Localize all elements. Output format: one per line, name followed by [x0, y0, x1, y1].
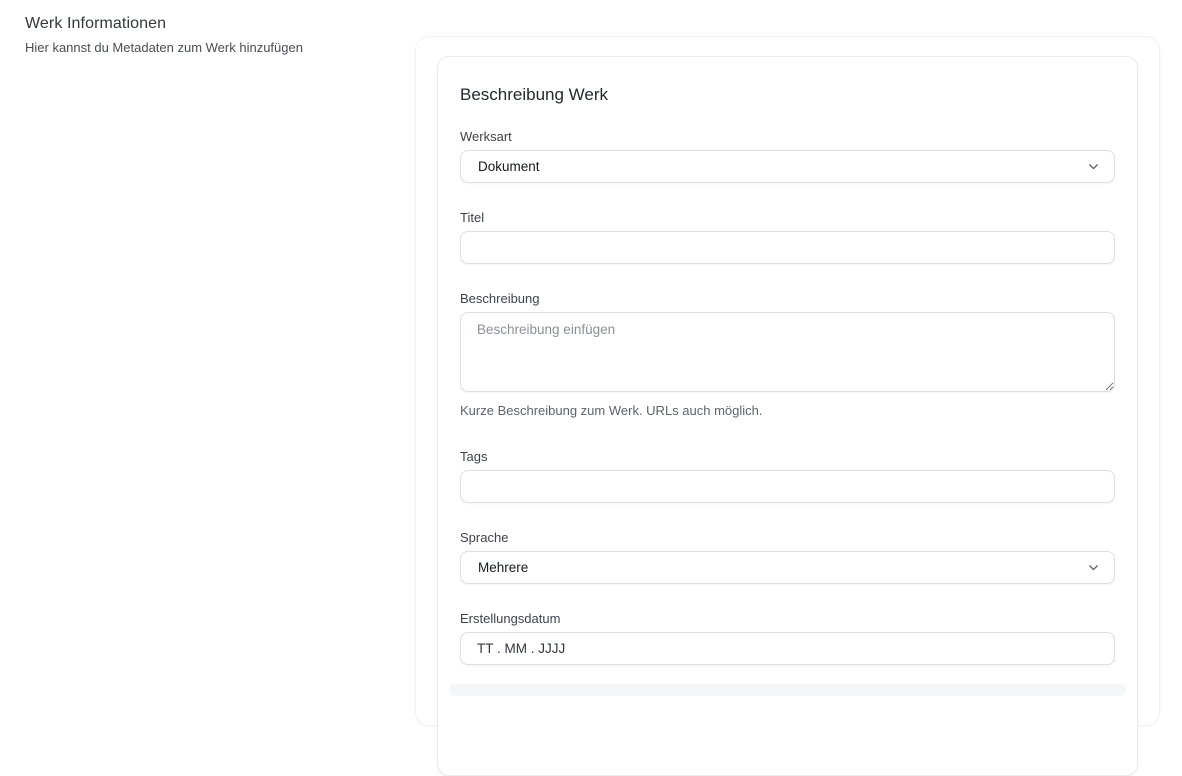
- beschreibung-textarea[interactable]: [460, 312, 1115, 392]
- description-card: [437, 56, 1138, 776]
- werksart-selected-value: Dokument: [478, 159, 540, 174]
- form-panel: [415, 36, 1160, 726]
- titel-label: Titel: [460, 210, 485, 225]
- chevron-down-icon: [1087, 160, 1100, 173]
- sprache-field: [460, 530, 1115, 584]
- titel-field: [460, 210, 1115, 264]
- beschreibung-field: [460, 291, 1115, 418]
- sprache-label: Sprache: [460, 530, 509, 545]
- beschreibung-label: Beschreibung: [460, 291, 540, 306]
- werksart-select[interactable]: [460, 150, 1115, 183]
- chevron-down-icon: [1087, 561, 1100, 574]
- tags-label: Tags: [460, 449, 488, 464]
- page-title: Werk Informationen: [25, 15, 167, 32]
- section-header: [25, 15, 395, 55]
- next-section-divider: [449, 684, 1126, 696]
- erstellungsdatum-input[interactable]: [460, 632, 1115, 665]
- erstellungsdatum-label: Erstellungsdatum: [460, 611, 561, 626]
- titel-input[interactable]: [460, 231, 1115, 264]
- page-subtitle: Hier kannst du Metadaten zum Werk hinzufügen: [25, 40, 303, 55]
- werksart-label: Werksart: [460, 129, 512, 144]
- erstellungsdatum-field: [460, 611, 1115, 665]
- werksart-field: [460, 129, 1115, 183]
- beschreibung-helper-text: Kurze Beschreibung zum Werk. URLs auch möglich.: [460, 403, 763, 418]
- sprache-select[interactable]: [460, 551, 1115, 584]
- sprache-selected-value: Mehrere: [478, 560, 529, 575]
- tags-input[interactable]: [460, 470, 1115, 503]
- tags-field: [460, 449, 1115, 503]
- card-title: Beschreibung Werk: [460, 85, 609, 104]
